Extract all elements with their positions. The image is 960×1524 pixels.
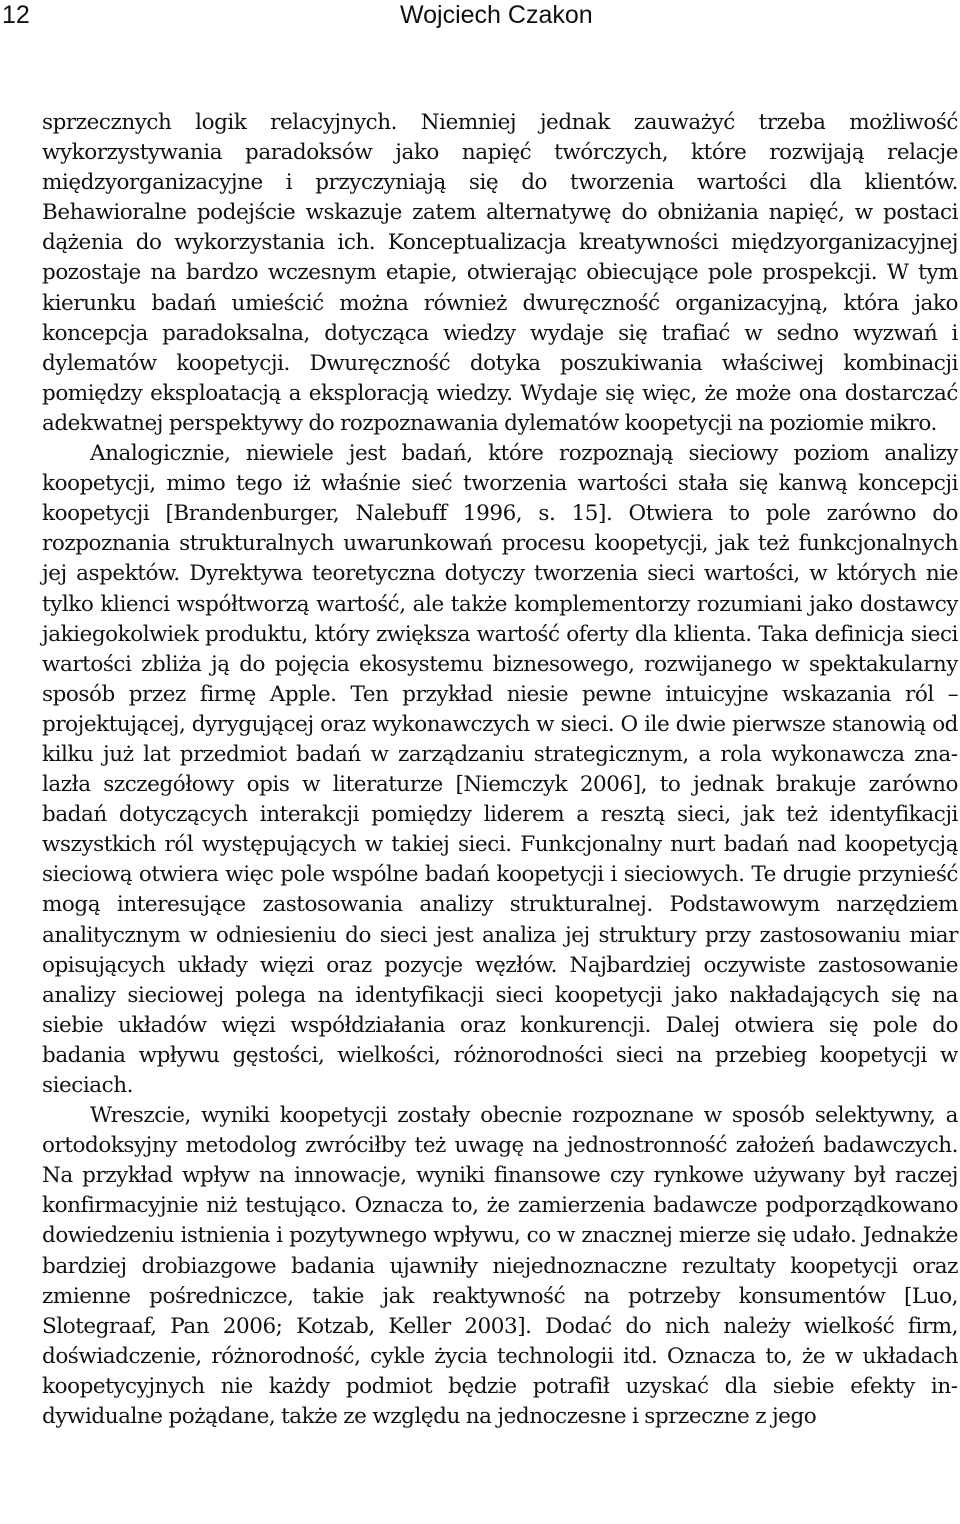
paragraph: Analogicznie, niewiele jest badań, które rozpoznają sieciowy poziom analizy koopetycji, mimo tego iż właśnie sieć tworzenia wartości stała się kanwą koncepcji koopetycji [Brandenburger, Nalebuff 1996, s. 15]. Otwiera to pole zarówno do rozpoznania strukturalnych uwarunkowań procesu koopetycji, jak też funkcjonalnych jej aspektów. Dyrektywa teoretyczna dotyczy tworzenia sieci wartości, w których nie tylko klienci współtworzą wartość, ale także komplementorzy rozumiani jako dostawcy jakiegokolwiek produktu, który zwiększa wartość oferty dla klienta. Taka definicja sieci wartości zbliża ją do pojęcia ekosystemu biznesowego, rozwijanego w spektakularny sposób przez firmę Apple. Ten przykład niesie pewne intuicyjne wskazania ról – projektującej, dyrygującej oraz wykonawczych w sieci. O ile dwie pierwsze stanowią od kilku już lat przedmiot badań w zarządzaniu strategicznym, a rola wykonawcza znalazła szczegółowy opis w literaturze [Niemczyk 2006], to jednak brakuje zarówno badań dotyczących interakcji pomiędzy liderem a resztą sieci, jak też identyfikacji wszystkich ról występujących w takiej sieci. Funkcjonalny nurt badań nad koopetycją sieciową otwiera więc pole wspólne badań koopetycji i sieciowych. Te drugie przynieść mogą interesujące zastosowania analizy strukturalnej. Podstawowym narzędziem analitycznym w odniesieniu do sieci jest analiza jej struktury przy zastosowaniu miar opisujących układy więzi oraz pozycje węzłów. Najbardziej oczywiste zastosowanie analizy sieciowej polega na identyfikacji sieci koopetycji jako nakładających się na siebie układów więzi współdziałania oraz konkurencji. Dalej otwiera się pole do badania wpływu gęstości, wielkości, różnorodności sieci na przebieg koopetycji w sieciach. [42,441,958,1098]
running-title: Wojciech Czakon [400,1,593,29]
paragraph: Wreszcie, wyniki koopetycji zostały obecnie rozpoznane w sposób selektywny, a ortodoksyjny metodolog zwróciłby też uwagę na jednostronność założeń badawczych. Na przykład wpływ na innowacje, wyniki finansowe czy rynkowe używany był raczej konfirmacyjnie niż testująco. Oznacza to, że zamierzenia badawcze podporządkowano dowiedzeniu istnienia i pozytywnego wpływu, co w znacznej mierze się udało. Jednakże bardziej drobiazgowe badania ujawniły niejednoznaczne rezultaty koopetycji oraz zmienne pośredniczce, takie jak reaktywność na potrzeby konsumentów [Luo, Slotegraaf, Pan 2006; Kotzab, Keller 2003]. Dodać do nich należy wielkość firm, doświadczenie, różnorodność, cykle życia technologii itd. Oznacza to, że w układach koopetycyjnych nie każdy podmiot będzie potrafił uzyskać dla siebie efekty indywidualne pożądane, także ze względu na jednoczesne i sprzeczne z jego [42,1103,958,1430]
running-head [0,0,960,40]
paragraph: sprzecznych logik relacyjnych. Niemniej jednak zauważyć trzeba możliwość wykorzystywania paradoksów jako napięć twórczych, które rozwijają relacje międzyorganizacyjne i przyczyniają się do tworzenia wartości dla klientów. Behawioralne podejście wskazuje zatem alternatywę do obniżania napięć, w postaci dążenia do wykorzystania ich. Konceptualizacja kreatywności międzyorganizacyjnej pozostaje na bardzo wczesnym etapie, otwierając obiecujące pole prospekcji. W tym kierunku badań umieścić można również dwuręczność organizacyjną, która jako koncepcja paradoksalna, dotycząca wiedzy wydaje się trafiać w sedno wyzwań i dylematów koopetycji. Dwuręczność dotyka poszukiwania właściwej kombinacji pomiędzy eksploatacją a eksploracją wiedzy. Wydaje się więc, że może ona dostarczać adekwatnej perspektywy do rozpoznawania dylematów koopetycji na poziomie mikro. [42,110,958,436]
page-number: 12 [2,1,30,29]
body-text [42,108,958,1432]
